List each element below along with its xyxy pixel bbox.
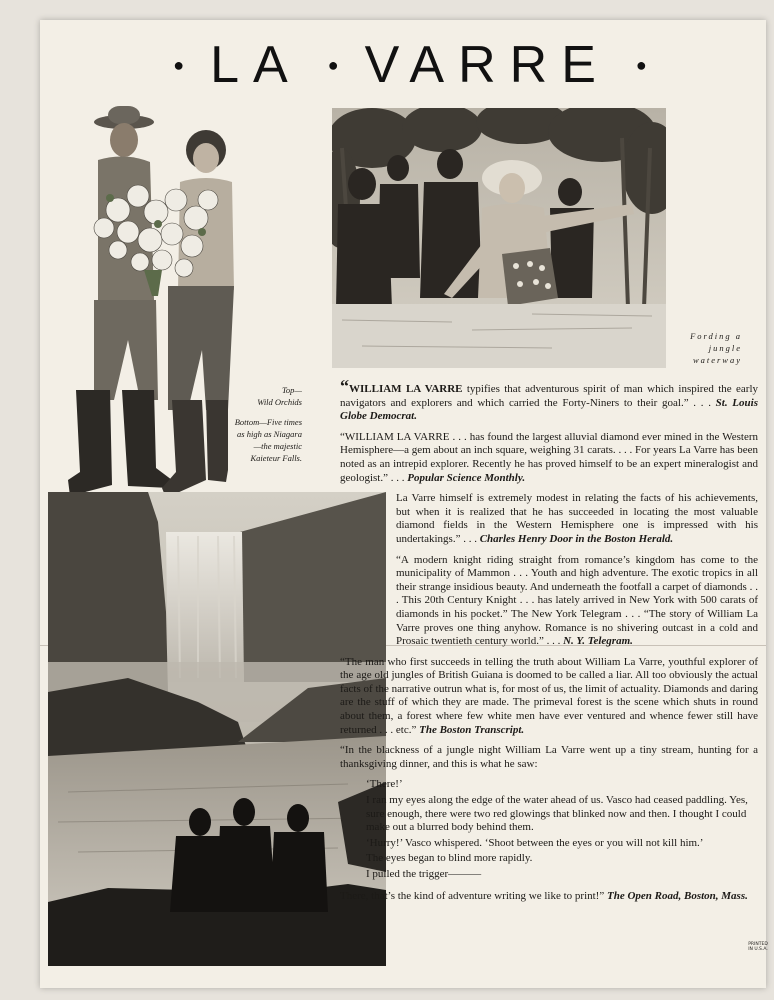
paragraph-6-text: “In the blackness of a jungle night William La Varre went up a tiny stream, hunting for a thanksgiving dinner, and this is what he saw: — [340, 744, 758, 770]
caption-fording — [650, 330, 742, 366]
caption-bottom-line-3: —the majestic — [253, 441, 302, 451]
page-title — [80, 30, 740, 100]
title-dot-right: ● — [635, 55, 647, 75]
paragraph-1-text: typifies that adventurous spirit of man which inspired the early navigators and explorers and which carried the Forty-Niners to their goal.” . . . — [340, 383, 758, 409]
caption-fording-line-3: waterway — [692, 355, 742, 365]
paragraph-2-text: “WILLIAM LA VARRE . . . has found the largest alluvial diamond ever mined in the Western Hemisphere—a gem about an inch square, weighing 31 carats. . . . For years La Varre has been noted as an intrepid explorer. Recently he has proved himself to be an expert mineralogist and geologist.” . . . — [340, 430, 758, 484]
paragraph-2 — [340, 431, 758, 485]
caption-bottom — [198, 416, 302, 464]
title-first-part: LA — [210, 36, 302, 94]
title-second-part: VARRE — [364, 36, 610, 94]
quote-line: I pulled the trigger——— — [366, 868, 482, 880]
printed-in-usa-mark: PRINTED IN U.S.A. — [748, 942, 768, 952]
story-quote — [366, 778, 758, 881]
paragraph-3-text: La Varre himself is extremely modest in relating the facts of his achievements, but when it is realized that he has succeeded in locating the most valuable diamond fields in the Western Hemisphere one is impressed with his undertakings.” . . . — [396, 492, 758, 545]
paragraph-3 — [340, 492, 758, 546]
caption-fording-line-1: Fording a — [690, 331, 742, 341]
paragraph-4 — [340, 554, 758, 649]
paragraph-1-cite: St. Louis Globe Democrat. — [340, 396, 758, 423]
paragraph-5-text: “The man who first succeeds in telling the truth about William La Varre, youthful explorer of the age old jungles of British Guiana is doomed to be called a liar. All too obviously the actual facts of the narrative outrun what is, for most of us, the limit of actuality. Diamonds and daring are the stuff of which they are made. The primeval forest is the scene which shuts in round about them, a forest where few white men have ever ventured and whence fewer still have returned . . . etc.” — [340, 655, 758, 736]
caption-top-line-1: Top— — [281, 385, 302, 395]
paragraph-4-text: “A modern knight riding straight from romance’s kingdom has come to the municipality of Mammon . . . Youth and high adventure. The exotic tropics in all their strange insidious beauty. And underneath the footfall a carpet of diamonds . . . This 20th Century Knight . . . has lately arrived in New York with 500 carats of diamonds in his pocket.” The New York Telegram . . . “The story of William La Varre proves one thing anyhow. Romance is no shivering outcast in a cold and Prosaic twentieth century world.” . . . — [396, 553, 758, 648]
quote-line: The eyes began to blind more rapidly. — [366, 852, 533, 865]
title-dot-middle: ● — [327, 55, 339, 75]
paragraph-1 — [340, 376, 758, 424]
paragraph-5 — [340, 656, 758, 738]
caption-bottom-line-2: as high as Niagara — [237, 429, 302, 439]
paragraph-2-cite: Popular Science Monthly. — [407, 471, 526, 484]
quote-line: ‘Hurry!’ Vasco whispered. ‘Shoot between the eyes or you will not kill him.’ — [366, 836, 704, 849]
caption-top — [198, 384, 302, 408]
title-dot-left: ● — [173, 55, 185, 75]
caption-top-line-2: Wild Orchids — [257, 397, 302, 407]
closing-paragraph — [340, 890, 758, 904]
article-text — [340, 376, 758, 910]
caption-bottom-line-1: Bottom—Five times — [234, 417, 302, 427]
photo-fording-waterway — [332, 108, 666, 368]
caption-bottom-line-4: Kaieteur Falls. — [250, 453, 302, 463]
paragraph-1-name: WILLIAM LA VARRE — [349, 383, 463, 395]
photo-kaieteur-falls — [48, 492, 386, 966]
closing-cite: The Open Road, Boston, Mass. — [606, 889, 748, 902]
paragraph-1-open-quote: “ — [340, 376, 349, 396]
quote-line: I ran my eyes along the edge of the water ahead of us. Vasco had ceased paddling. Yes, sure enough, there were two red glowings that blinked now and then. I thought I could make out a blurred body behind them. — [366, 794, 748, 834]
paragraph-5-cite: The Boston Transcript. — [419, 723, 525, 736]
caption-fording-line-2: jungle — [708, 343, 742, 353]
paragraph-4-cite: N. Y. Telegram. — [563, 635, 633, 648]
quote-line: ‘There!’ — [366, 778, 403, 791]
closing-text: There, that’s the kind of adventure writing we like to print!” — [340, 889, 607, 902]
paragraph-6 — [340, 744, 758, 771]
paragraph-3-cite: Charles Henry Door in the Boston Herald. — [479, 532, 674, 545]
